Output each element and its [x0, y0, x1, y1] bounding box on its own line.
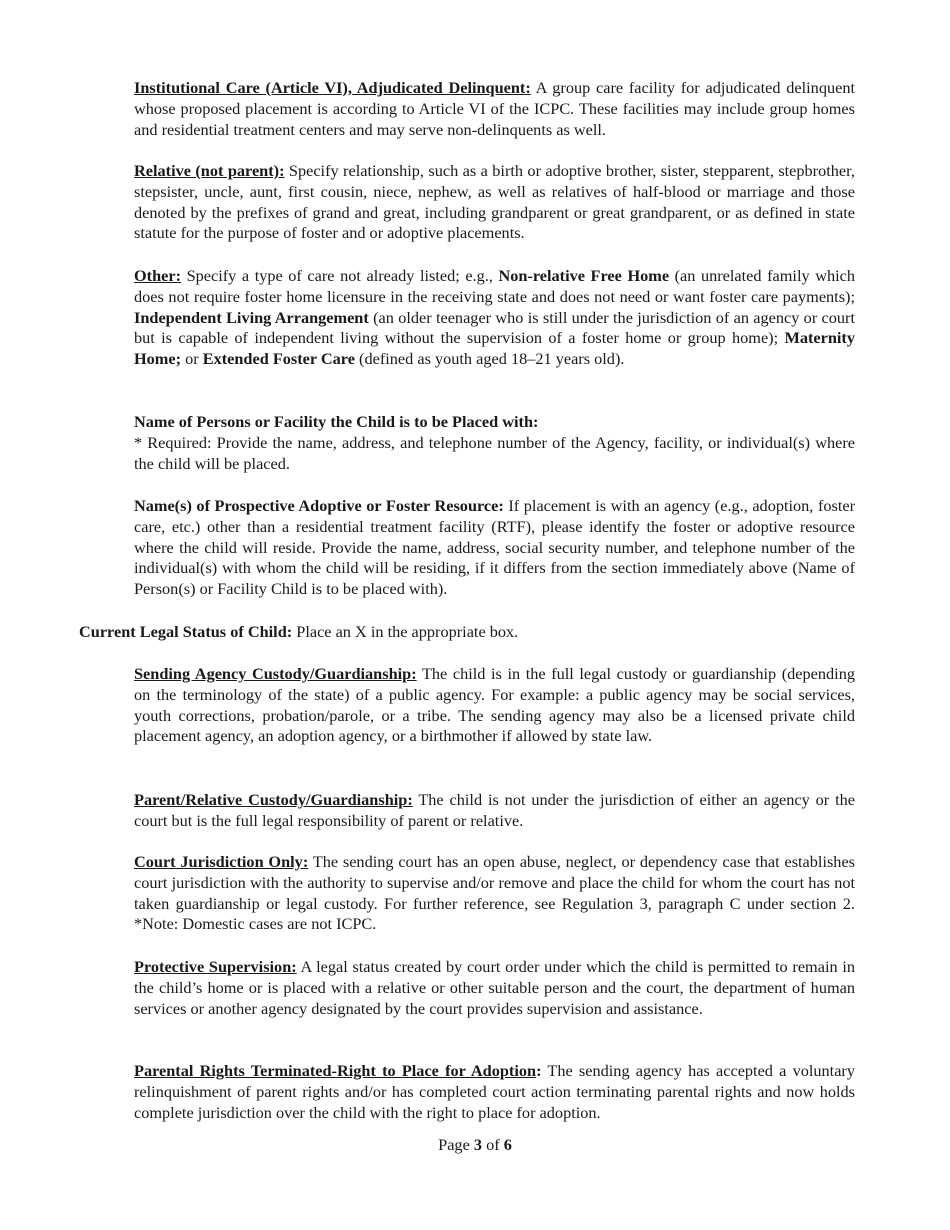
other-bold-independent-living: Independent Living Arrangement — [134, 307, 369, 327]
status-label: Parent/Relative Custody/Guardianship: — [134, 790, 413, 809]
definition-label: Other: — [134, 266, 182, 285]
page-number-footer — [0, 1135, 950, 1155]
other-text-5: (defined as youth aged 18–21 years old). — [354, 349, 625, 369]
definition-label: Relative (not parent): — [134, 161, 285, 180]
legal-status-title: Current Legal Status of Child: — [79, 622, 293, 641]
status-label: Parental Rights Terminated-Right to Place for Adoption — [134, 1061, 537, 1080]
legal-status-instruction: Place an X in the appropriate box. — [292, 622, 519, 641]
prospective-text: If placement is with an agency (e.g., adoption, foster care, etc.) other than a residential treatment facility (RTF), please identify the foster or adoptive resource where the child will reside. Provide the name, address, social security number, and telephone number of the individual(s) with whom the child will be residing, if it differs from the section immediately above (Name of Person(s) or Facility Child is to be placed with). — [134, 496, 856, 599]
status-label-colon: : — [536, 1061, 542, 1080]
definition-text: Specify relationship, such as a birth or adoptive brother, sister, stepparent, stepbrother, stepsister, uncle, aunt, first cousin, niece, nephew, as well as relatives of half-blood or marriage and those denoted by the prefixes of grand and great, including grandparent or great grandparent, or as defined in state statute for the purpose of foster and or adoptive placements. — [134, 161, 855, 243]
status-text: The sending court has an open abuse, neglect, or dependency case that establishes court jurisdiction with the authority to supervise and/or remove and place the child for whom the court has not taken guardianship or legal custody. For further reference, see Regulation 3, paragraph C under section 2. *Note: Domestic cases are not ICPC. — [134, 852, 856, 934]
status-text: A legal status created by court order under which the child is permitted to remain in the child’s home or is placed with a relative or other suitable person and the court, the department of human services or another agency designated by the court provides supervision and assistance. — [134, 957, 855, 1018]
status-text: The child is not under the jurisdiction of either an agency or the court but is the full legal responsibility of parent or relative. — [134, 790, 855, 830]
prospective-resource — [134, 496, 855, 600]
status-sending-agency — [134, 664, 855, 747]
status-parent-relative — [134, 790, 855, 832]
other-text-3: (an older teenager who is still under the jurisdiction of an agency or court but is capable of independent living without the supervision of a foster home or group home); — [134, 307, 856, 348]
prospective-label: Name(s) of Prospective Adoptive or Foster Resource: — [134, 496, 504, 515]
definition-text: A group care facility for adjudicated delinquent whose proposed placement is according to Article VI of the ICPC. These facilities may include group homes and residential treatment centers and may serve non-delinquents as well. — [134, 78, 855, 139]
definition-institutional-care — [134, 78, 855, 140]
legal-status-heading — [79, 622, 859, 643]
other-bold-non-relative: Non-relative Free Home — [498, 266, 670, 285]
status-label: Protective Supervision: — [134, 957, 297, 976]
other-text-4: or — [181, 349, 203, 369]
definition-relative — [134, 161, 855, 244]
current-page-number: 3 — [473, 1135, 482, 1154]
status-court-jurisdiction — [134, 852, 855, 935]
status-label: Court Jurisdiction Only: — [134, 852, 309, 871]
status-protective-supervision — [134, 957, 855, 1019]
page-word: Page — [438, 1135, 474, 1154]
status-label: Sending Agency Custody/Guardianship: — [134, 664, 417, 683]
total-page-number: 6 — [503, 1135, 512, 1154]
definition-other — [134, 266, 855, 370]
definition-label: Institutional Care (Article VI), Adjudicated Delinquent: — [134, 78, 531, 97]
status-text: The sending agency has accepted a voluntary relinquishment of parent rights and/or has completed court action terminating parental rights and now holds complete jurisdiction over the child with the right to place for adoption. — [134, 1061, 855, 1122]
other-text-2: (an unrelated family which does not require foster home licensure in the receiving state and does not need or want foster care payments); — [134, 266, 855, 306]
of-word: of — [482, 1135, 504, 1154]
status-parental-rights-terminated — [134, 1061, 855, 1123]
other-bold-extended-foster-care: Extended Foster Care — [202, 349, 355, 369]
status-text: The child is in the full legal custody or guardianship (depending on the terminology of the state) of a public agency. For example: a public agency may be social services, youth corrections, probation/parole, or a tribe. The sending agency may also be a licensed private child placement agency, an adoption agency, or a birthmother if allowed by state law. — [134, 664, 855, 746]
name-of-persons-heading: Name of Persons or Facility the Child is to be Placed with: — [134, 412, 539, 431]
other-bold-maternity-home: Maternity Home; — [134, 328, 855, 369]
other-text-1: Specify a type of care not already listed; e.g., — [181, 266, 499, 285]
name-of-persons-text: * Required: Provide the name, address, and telephone number of the Agency, facility, or individual(s) where the child will be placed. — [134, 433, 855, 473]
